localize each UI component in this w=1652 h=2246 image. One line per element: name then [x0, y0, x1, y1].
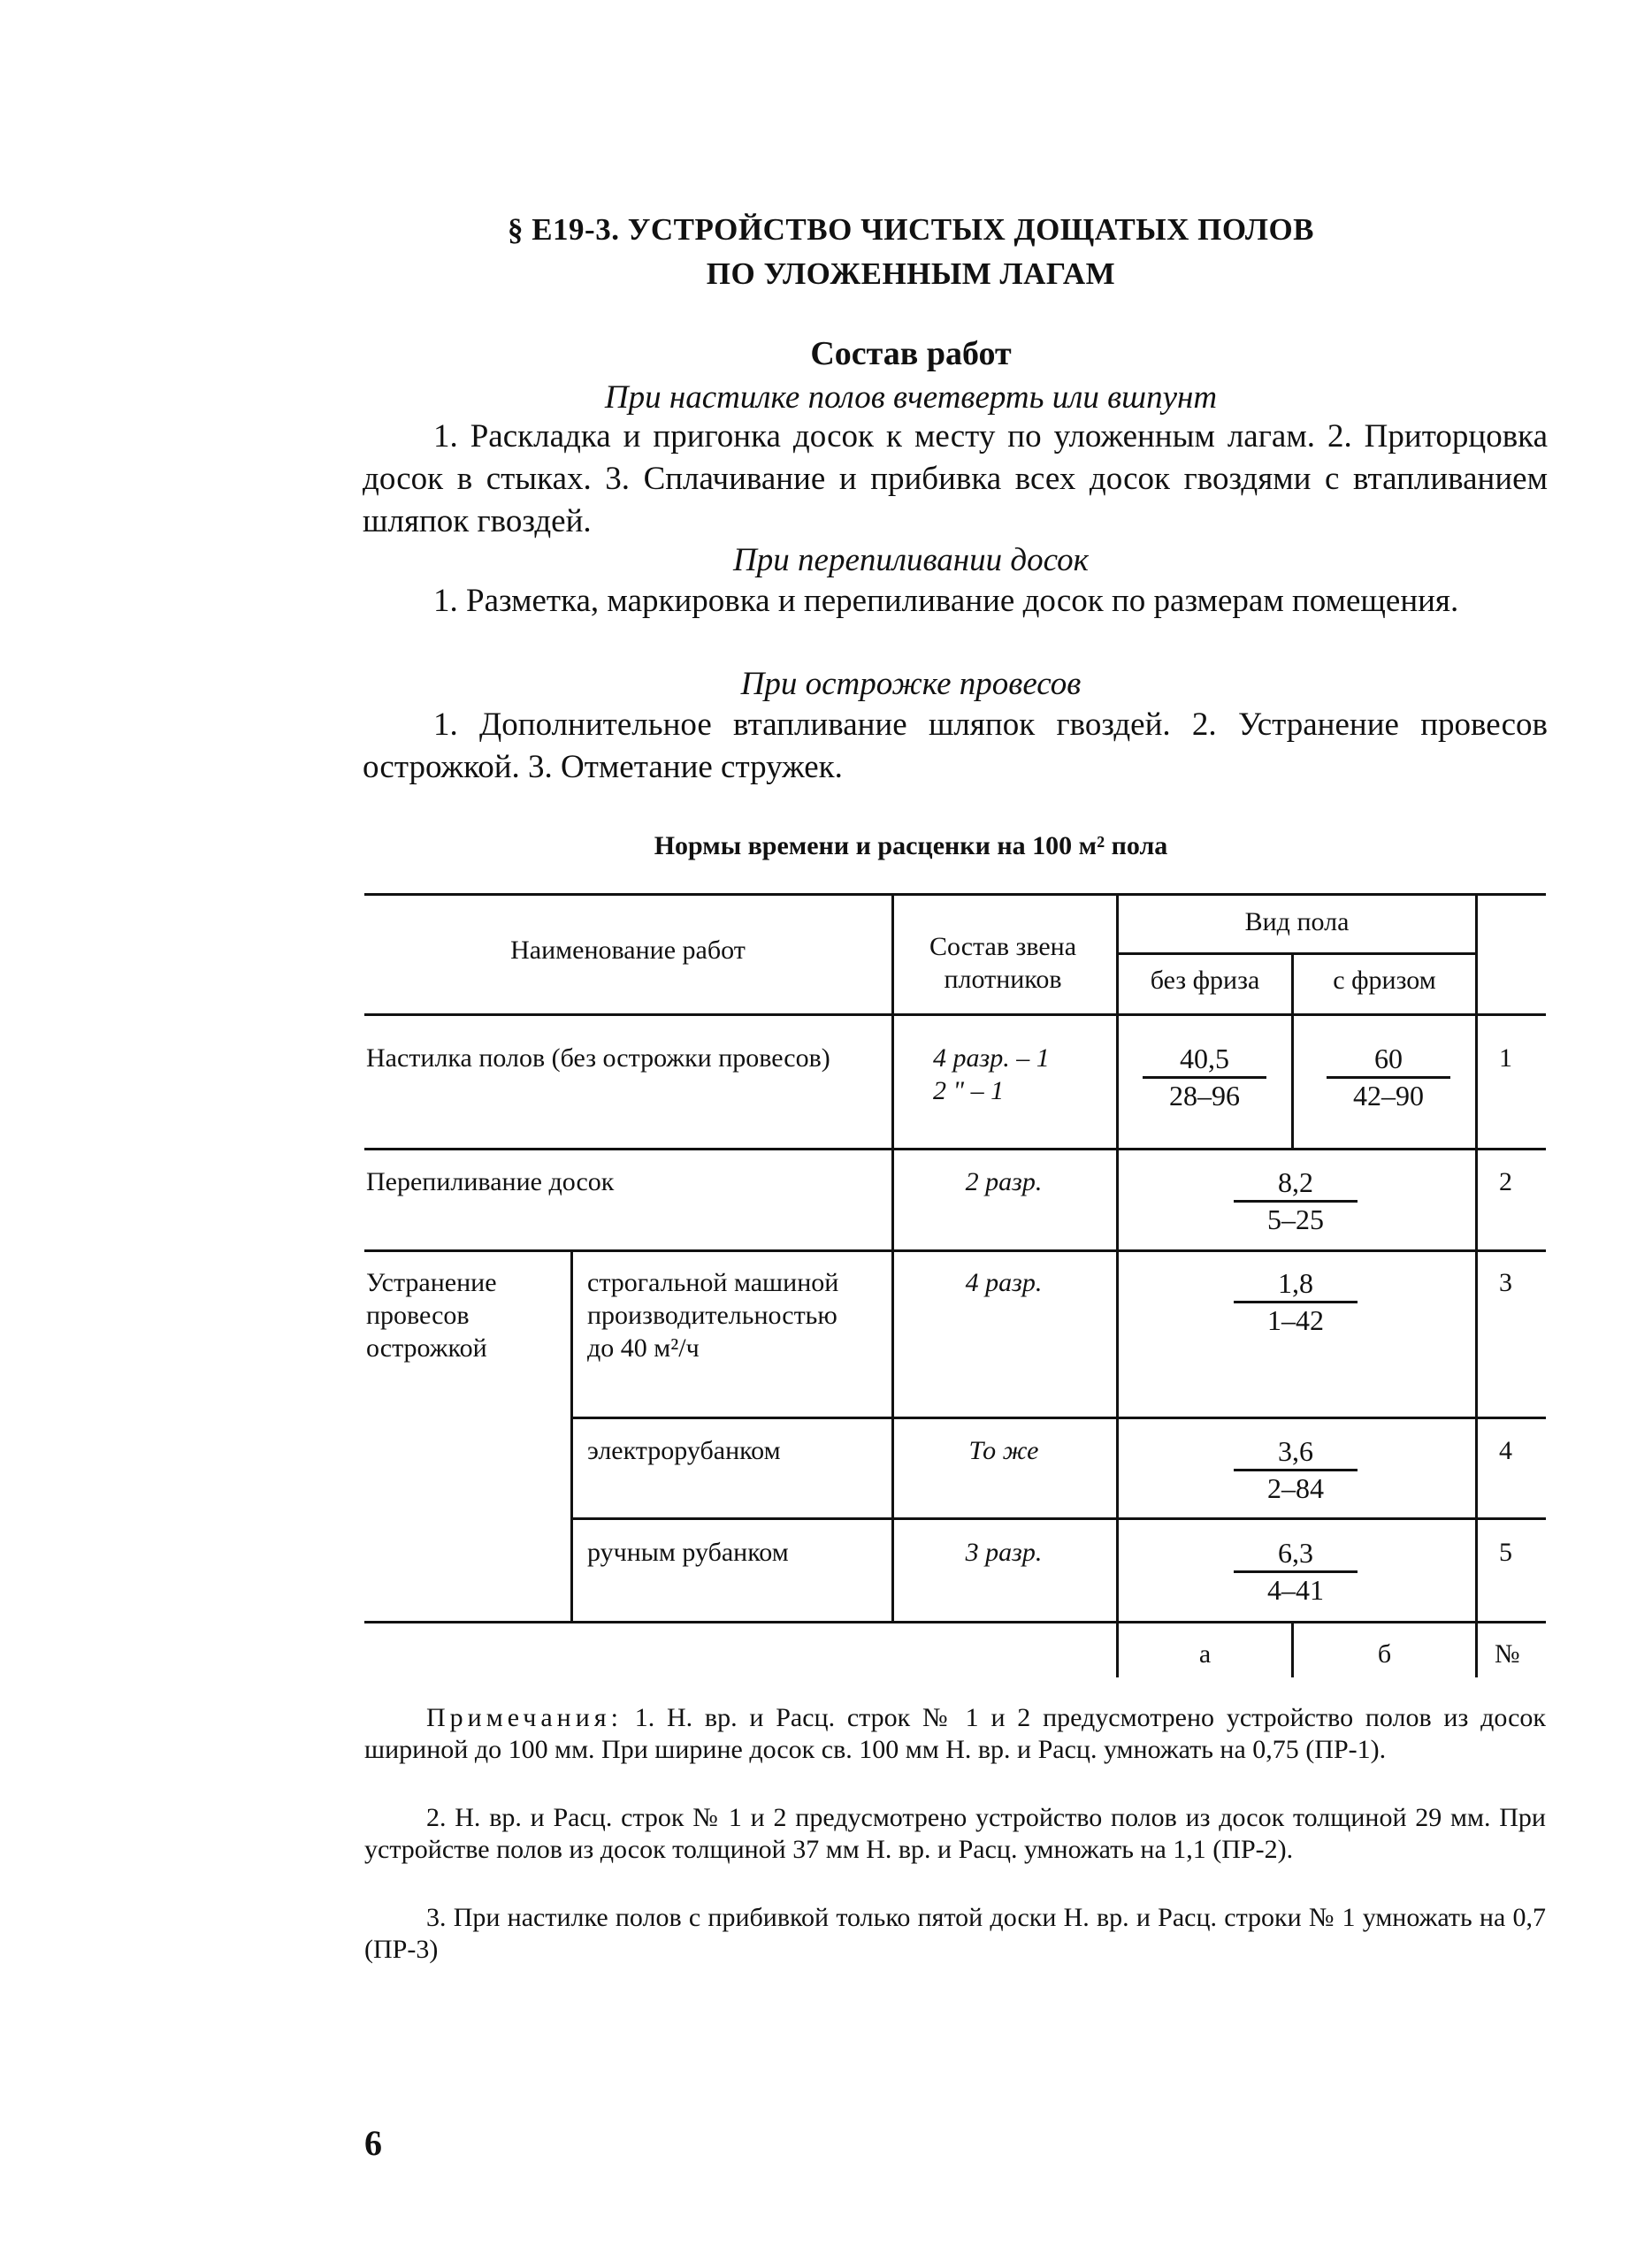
row1-crew-line2: 2 " – 1 [933, 1076, 1005, 1105]
row3-rate: 1–42 [1267, 1304, 1324, 1336]
row2-work-name: Перепиливание досок [366, 1167, 615, 1196]
row5-work-name: ручным рубанком [587, 1538, 789, 1567]
group-planing-label: Устранение провесов острожкой [366, 1268, 497, 1363]
subheading-laying: При настилке полов вчетверть или вшпунт [604, 379, 1218, 416]
row5-norm: 6,3 [1234, 1536, 1358, 1573]
note-1-text: 1. Н. вр. и Расц. строк № 1 и 2 предусмотрено устройство полов из досок шириной до 100 мм. При ширине досок св. 100 мм Н. вр. и Расц. умножать на 0,75 (ПР-1). [364, 1703, 1547, 1764]
row3-value [1234, 1266, 1358, 1337]
row5-value [1234, 1536, 1358, 1607]
row1-crew-line1: 4 разр. – 1 [933, 1043, 1050, 1073]
row1-b-norm: 60 [1327, 1042, 1450, 1079]
paragraph-planing: 1. Дополнительное втапливание шляпок гвоздей. 2. Устранение провесов острожкой. 3. Отметание стружек. [363, 707, 1548, 785]
row2-value [1234, 1165, 1358, 1236]
row3-norm: 1,8 [1234, 1266, 1358, 1303]
row1-work-name: Настилка полов (без острожки провесов) [366, 1043, 830, 1073]
row4-rate: 2–84 [1267, 1472, 1324, 1504]
section-title-line2: ПО УЛОЖЕННЫМ ЛАГАМ [706, 256, 1116, 291]
subheading-sawing: При перепиливании досок [733, 542, 1089, 578]
paragraph-laying: 1. Раскладка и пригонка досок к месту по уложенным лагам. 2. Приторцовка досок в стыках. 3. Сплачивание и прибивка всех досок гвоздями с втапливанием шляпок гвоздей. [363, 418, 1548, 539]
notes-label: Примечания: [426, 1703, 623, 1732]
composition-heading: Состав работ [810, 335, 1012, 372]
row1-value-a [1143, 1042, 1266, 1112]
row3-number: 3 [1499, 1268, 1512, 1297]
header-floor-type: Вид пола [1244, 907, 1350, 936]
row1-value-b [1327, 1042, 1450, 1112]
header-without-frieze: без фриза [1150, 966, 1260, 995]
row5-crew: 3 разр. [965, 1538, 1043, 1567]
header-with-frieze: с фризом [1333, 966, 1436, 995]
row1-b-rate: 42–90 [1353, 1080, 1424, 1112]
row4-work-name: электрорубанком [587, 1436, 781, 1465]
row3-crew: 4 разр. [965, 1268, 1043, 1297]
footer-col-b: б [1377, 1639, 1392, 1669]
note-1 [364, 1702, 1546, 1766]
row2-number: 2 [1499, 1167, 1512, 1196]
row5-number: 5 [1499, 1538, 1512, 1567]
row2-norm: 8,2 [1234, 1165, 1358, 1203]
row1-a-norm: 40,5 [1143, 1042, 1266, 1079]
row2-crew: 2 разр. [965, 1167, 1043, 1196]
paragraph-sawing: 1. Разметка, маркировка и перепиливание досок по размерам помещения. [433, 583, 1459, 619]
footer-col-a: а [1198, 1639, 1212, 1669]
row4-number: 4 [1499, 1436, 1512, 1465]
row1-number: 1 [1499, 1043, 1512, 1073]
note-2: 2. Н. вр. и Расц. строк № 1 и 2 предусмотрено устройство полов из досок толщиной 29 мм. При устройстве полов из досок толщиной 37 мм Н. вр. и Расц. умножать на 1,1 (ПР-2). [364, 1803, 1546, 1864]
row1-a-rate: 28–96 [1169, 1080, 1240, 1112]
page-number: 6 [364, 2123, 382, 2163]
row2-rate: 5–25 [1267, 1203, 1324, 1235]
header-work-name: Наименование работ [510, 936, 746, 965]
table-caption: Нормы времени и расценки на 100 м² пола [654, 831, 1168, 860]
row4-crew: То же [968, 1436, 1039, 1465]
footer-col-number: № [1495, 1639, 1520, 1669]
row3-work-name: строгальной машиной производительностью до 40 м²/ч [587, 1268, 839, 1363]
header-crew: Состав звена плотников [929, 932, 1077, 994]
note-3: 3. При настилке полов с прибивкой только пятой доски Н. вр. и Расц. строки № 1 умножать на 0,7 (ПР-3) [364, 1903, 1546, 1964]
section-title-line1: § Е19-3. УСТРОЙСТВО ЧИСТЫХ ДОЩАТЫХ ПОЛОВ [507, 212, 1315, 247]
row4-value [1234, 1434, 1358, 1505]
row4-norm: 3,6 [1234, 1434, 1358, 1471]
row5-rate: 4–41 [1267, 1574, 1324, 1606]
subheading-planing: При острожке провесов [740, 666, 1082, 702]
